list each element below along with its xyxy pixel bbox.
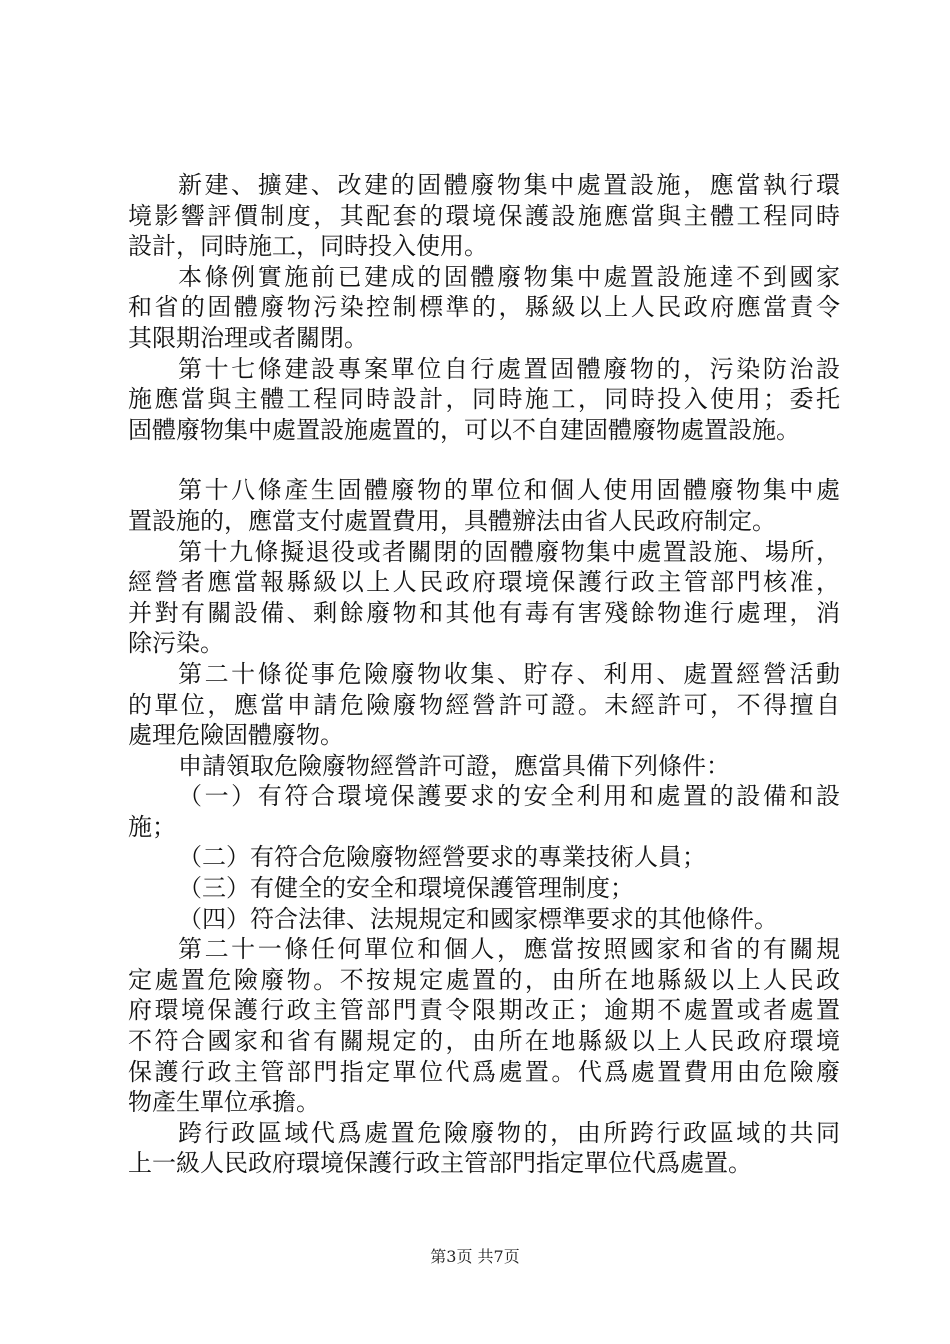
text-line: 申請領取危險廢物經營許可證，應當具備下列條件： [178, 751, 730, 780]
text-line: 置設施的，應當支付處置費用，具體辦法由省人民政府制定。 [128, 506, 776, 535]
text-line: 施應當與主體工程同時設計，同時施工，同時投入使用；委托 [128, 385, 840, 414]
text-line: 固體廢物集中處置設施處置的，可以不自建固體廢物處置設施。 [128, 415, 800, 444]
text-line: （四）符合法律、法規規定和國家標準要求的其他條件。 [178, 904, 778, 933]
text-line: 不符合國家和省有關規定的，由所在地縣級以上人民政府環境 [128, 1027, 840, 1056]
page-number-label: 第3页 共7页 [430, 1247, 520, 1266]
text-line: 第二十一條任何單位和個人，應當按照國家和省的有關規 [178, 935, 840, 964]
paragraph-gap [128, 445, 840, 475]
text-line: 處理危險固體廢物。 [128, 721, 344, 750]
text-line: 經營者應當報縣級以上人民政府環境保護行政主管部門核准， [128, 568, 840, 597]
text-line: 本條例實施前已建成的固體廢物集中處置設施達不到國家 [178, 262, 840, 291]
text-line: 設計，同時施工，同時投入使用。 [128, 232, 488, 261]
text-line: 的單位，應當申請危險廢物經營許可證。未經許可，不得擅自 [128, 690, 840, 719]
text-line: （一）有符合環境保護要求的安全利用和處置的設備和設 [178, 782, 840, 811]
text-line: 保護行政主管部門指定單位代爲處置。代爲處置費用由危險廢 [128, 1057, 840, 1086]
text-line: 和省的固體廢物污染控制標準的，縣級以上人民政府應當責令 [128, 293, 840, 322]
text-line: 第二十條從事危險廢物收集、貯存、利用、處置經營活動 [178, 659, 840, 688]
text-line: 其限期治理或者關閉。 [128, 323, 368, 352]
text-line: 并對有關設備、剩餘廢物和其他有毒有害殘餘物進行處理，消 [128, 598, 840, 627]
text-line: 除污染。 [128, 629, 224, 658]
text-line: 府環境保護行政主管部門責令限期改正；逾期不處置或者處置 [128, 996, 840, 1025]
text-line: 物產生單位承擔。 [128, 1088, 320, 1117]
text-line: 跨行政區域代爲處置危險廢物的，由所跨行政區域的共同 [178, 1118, 840, 1147]
text-line: 第十七條建設專案單位自行處置固體廢物的，污染防治設 [178, 354, 840, 383]
text-line: 新建、擴建、改建的固體廢物集中處置設施，應當執行環 [178, 171, 840, 199]
text-line: （三）有健全的安全和環境保護管理制度； [178, 874, 634, 903]
text-line: 第十九條擬退役或者關閉的固體廢物集中處置設施、場所， [178, 537, 840, 566]
document-body [128, 170, 840, 1179]
text-line: 施； [128, 812, 176, 841]
text-line: 定處置危險廢物。不按規定處置的，由所在地縣級以上人民政 [128, 965, 840, 994]
text-line: （二）有符合危險廢物經營要求的專業技術人員； [178, 843, 706, 872]
text-line: 境影響評價制度，其配套的環境保護設施應當與主體工程同時 [128, 201, 840, 230]
text-line: 上一級人民政府環境保護行政主管部門指定單位代爲處置。 [128, 1149, 752, 1178]
page-footer [0, 1244, 950, 1267]
text-line: 第十八條產生固體廢物的單位和個人使用固體廢物集中處 [178, 476, 840, 505]
